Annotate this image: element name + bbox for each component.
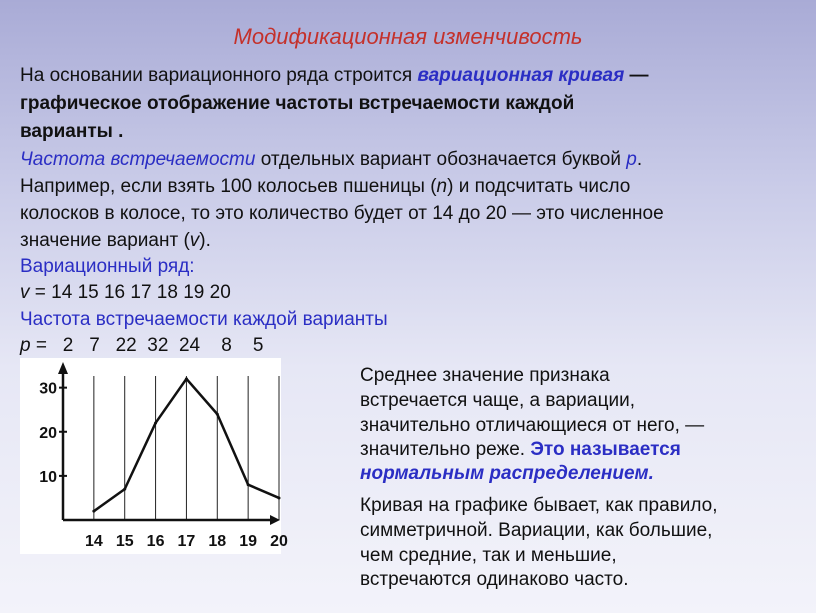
x-tick-label: 15 [115, 533, 134, 550]
intro-line-2: графическое отображение частоты встречаемости каждой [20, 93, 575, 114]
intro-dash: — [624, 65, 649, 86]
v-values: = 14 15 16 17 18 19 20 [29, 282, 231, 303]
example-text-3c: ). [199, 230, 211, 251]
p-symbol: p [20, 335, 31, 356]
data-point [123, 488, 126, 491]
slide-title: Модификационная изменчивость [233, 24, 583, 49]
x-tick-label: 14 [84, 533, 103, 550]
data-point [216, 413, 219, 416]
right-line-3: значительно отличающиеся от него, — [360, 415, 705, 436]
example-line-2: колосков в колосе, то это количество будет от 14 до 20 — это численное [20, 203, 664, 224]
x-tick-label: 20 [270, 533, 288, 550]
right-line-4 [360, 438, 681, 462]
data-point [92, 510, 95, 513]
p-values: = 2 7 22 32 24 8 5 [30, 335, 264, 356]
x-tick-label: 17 [177, 533, 196, 550]
data-point [278, 496, 281, 499]
data-point [247, 483, 250, 486]
y-tick-label: 20 [39, 424, 57, 442]
intro-line-3: варианты . [20, 121, 124, 142]
variation-curve-term: вариационная кривая [417, 65, 625, 86]
right-line-8: чем средние, так и меньшие, [360, 545, 617, 566]
variation-series-heading: Вариационный ряд: [20, 256, 195, 277]
y-axis-arrow [58, 362, 68, 374]
example-line-1 [20, 173, 630, 201]
example-text-3a: значение вариант ( [20, 230, 190, 251]
right-line-2: встречается чаще, а вариации, [360, 390, 635, 411]
example-line-3 [20, 227, 211, 255]
right-line-1: Среднее значение признака [360, 365, 610, 386]
v-symbol: v [20, 282, 30, 303]
x-tick-label: 16 [146, 533, 165, 550]
frequency-term: Частота встречаемости [20, 149, 256, 170]
data-point [185, 377, 188, 380]
frequency-series-values [20, 332, 263, 360]
y-tick-label: 30 [39, 380, 57, 398]
example-n-symbol: n [436, 176, 448, 197]
example-v-symbol: v [189, 230, 200, 251]
data-point [154, 421, 157, 424]
intro-line-1 [20, 62, 649, 90]
variation-series-values [20, 279, 231, 307]
normal-distribution-term: нормальным распределением. [360, 463, 654, 484]
chart-svg [20, 358, 288, 554]
frequency-letter: р [626, 149, 637, 170]
right-line-7: симметричной. Вариации, как большие, [360, 520, 713, 541]
intro-text-1: На основании вариационного ряда строится [20, 65, 418, 86]
right-line-6: Кривая на графике бывает, как правило, [360, 495, 718, 516]
x-tick-label: 19 [239, 533, 258, 550]
normal-distribution-lead: Это называется [530, 439, 681, 460]
x-tick-label: 18 [208, 533, 227, 550]
right-text-4a: значительно реже. [360, 439, 531, 460]
example-text-1c: ) и подсчитать число [447, 176, 631, 197]
right-line-9: встречаются одинаково часто. [360, 569, 629, 590]
y-tick-label: 10 [39, 468, 57, 486]
frequency-period: . [636, 149, 643, 170]
example-text-1a: Например, если взять 100 колосьев пшеницы ( [20, 176, 437, 197]
variation-curve-chart [20, 358, 288, 554]
frequency-series-heading: Частота встречаемости каждой варианты [20, 309, 388, 330]
frequency-definition [20, 146, 642, 174]
frequency-text: отдельных вариант обозначается буквой [255, 149, 627, 170]
